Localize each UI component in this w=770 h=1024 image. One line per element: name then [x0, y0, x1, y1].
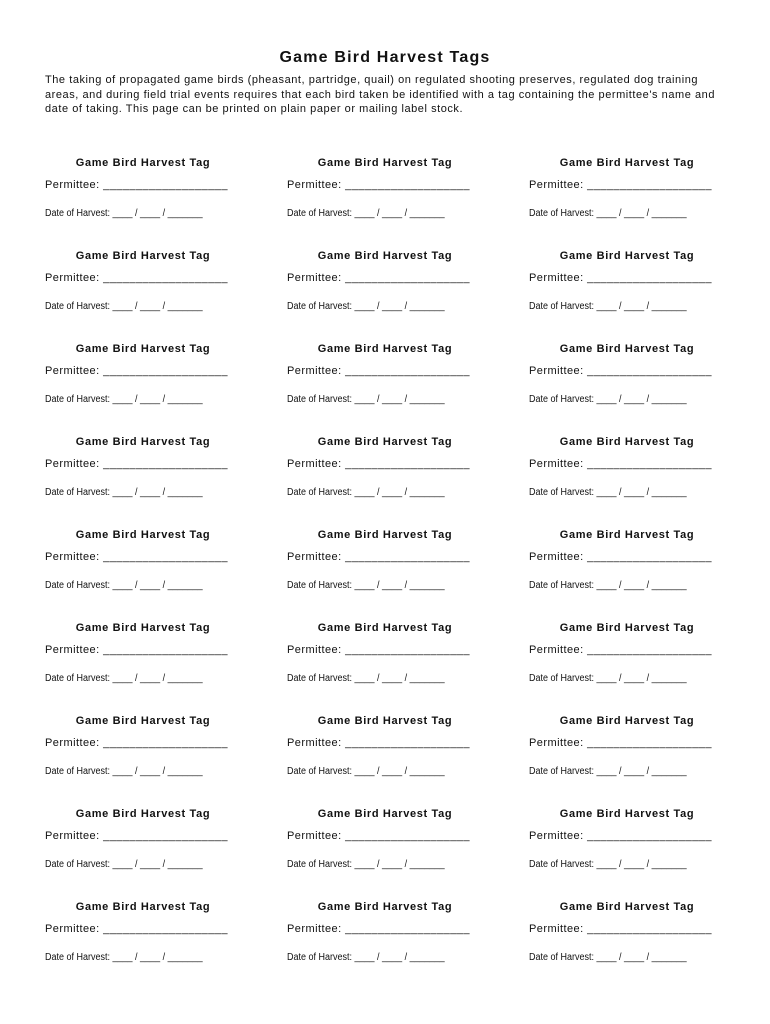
tag-title: Game Bird Harvest Tag [317, 901, 453, 913]
harvest-tag-grid [45, 155, 745, 992]
tag-title: Game Bird Harvest Tag [317, 436, 453, 448]
harvest-tag [529, 434, 745, 527]
date-of-harvest-field: Date of Harvest: ____ / ____ / _______ [529, 952, 687, 963]
permittee-field: Permittee: ___________________ [45, 737, 228, 749]
harvest-tag [529, 248, 745, 341]
permittee-field: Permittee: ___________________ [45, 923, 228, 935]
tag-title: Game Bird Harvest Tag [559, 901, 695, 913]
date-of-harvest-field: Date of Harvest: ____ / ____ / _______ [529, 580, 687, 591]
tag-title: Game Bird Harvest Tag [317, 250, 453, 262]
harvest-tag [45, 434, 287, 527]
date-of-harvest-field: Date of Harvest: ____ / ____ / _______ [45, 580, 203, 591]
tag-title: Game Bird Harvest Tag [75, 436, 211, 448]
tag-title: Game Bird Harvest Tag [559, 529, 695, 541]
tag-title: Game Bird Harvest Tag [75, 715, 211, 727]
tag-title: Game Bird Harvest Tag [317, 343, 453, 355]
harvest-tag [529, 806, 745, 899]
harvest-tag [45, 899, 287, 992]
permittee-field: Permittee: ___________________ [45, 644, 228, 656]
permittee-field: Permittee: ___________________ [287, 923, 470, 935]
tag-title: Game Bird Harvest Tag [75, 343, 211, 355]
permittee-field: Permittee: ___________________ [529, 272, 712, 284]
permittee-field: Permittee: ___________________ [287, 179, 470, 191]
permittee-field: Permittee: ___________________ [287, 272, 470, 284]
harvest-tag [529, 341, 745, 434]
permittee-field: Permittee: ___________________ [529, 923, 712, 935]
harvest-tag [529, 713, 745, 806]
date-of-harvest-field: Date of Harvest: ____ / ____ / _______ [287, 766, 445, 777]
permittee-field: Permittee: ___________________ [529, 737, 712, 749]
tag-title: Game Bird Harvest Tag [75, 250, 211, 262]
date-of-harvest-field: Date of Harvest: ____ / ____ / _______ [45, 301, 203, 312]
date-of-harvest-field: Date of Harvest: ____ / ____ / _______ [287, 394, 445, 405]
harvest-tag [287, 527, 529, 620]
permittee-field: Permittee: ___________________ [529, 551, 712, 563]
permittee-field: Permittee: ___________________ [529, 458, 712, 470]
harvest-tag [529, 527, 745, 620]
tag-title: Game Bird Harvest Tag [75, 529, 211, 541]
tag-title: Game Bird Harvest Tag [559, 157, 695, 169]
harvest-tag [529, 899, 745, 992]
permittee-field: Permittee: ___________________ [45, 458, 228, 470]
date-of-harvest-field: Date of Harvest: ____ / ____ / _______ [287, 301, 445, 312]
harvest-tag [45, 341, 287, 434]
permittee-field: Permittee: ___________________ [45, 272, 228, 284]
harvest-tag [45, 248, 287, 341]
date-of-harvest-field: Date of Harvest: ____ / ____ / _______ [45, 859, 203, 870]
permittee-field: Permittee: ___________________ [45, 551, 228, 563]
permittee-field: Permittee: ___________________ [287, 737, 470, 749]
tag-title: Game Bird Harvest Tag [317, 715, 453, 727]
permittee-field: Permittee: ___________________ [287, 830, 470, 842]
harvest-tag [45, 155, 287, 248]
permittee-field: Permittee: ___________________ [45, 365, 228, 377]
date-of-harvest-field: Date of Harvest: ____ / ____ / _______ [45, 952, 203, 963]
harvest-tag [287, 806, 529, 899]
harvest-tag [45, 713, 287, 806]
harvest-tag [45, 806, 287, 899]
date-of-harvest-field: Date of Harvest: ____ / ____ / _______ [529, 208, 687, 219]
harvest-tag [287, 248, 529, 341]
tag-title: Game Bird Harvest Tag [559, 715, 695, 727]
harvest-tag [45, 620, 287, 713]
tag-title: Game Bird Harvest Tag [559, 436, 695, 448]
tag-title: Game Bird Harvest Tag [317, 157, 453, 169]
intro-paragraph: The taking of propagated game birds (pheasant, partridge, quail) on regulated shooting preserves, regulated dog training areas, and during field trial events requires that each bird taken be identified with a tag containing the permittee's name and date of taking. This page can be printed on plain paper or mailing label stock. [45, 74, 715, 115]
tag-title: Game Bird Harvest Tag [317, 622, 453, 634]
tag-title: Game Bird Harvest Tag [559, 250, 695, 262]
permittee-field: Permittee: ___________________ [287, 551, 470, 563]
date-of-harvest-field: Date of Harvest: ____ / ____ / _______ [45, 394, 203, 405]
harvest-tag [287, 899, 529, 992]
harvest-tag [287, 620, 529, 713]
permittee-field: Permittee: ___________________ [287, 365, 470, 377]
date-of-harvest-field: Date of Harvest: ____ / ____ / _______ [45, 208, 203, 219]
harvest-tag [287, 341, 529, 434]
date-of-harvest-field: Date of Harvest: ____ / ____ / _______ [287, 208, 445, 219]
harvest-tag [45, 527, 287, 620]
permittee-field: Permittee: ___________________ [529, 644, 712, 656]
date-of-harvest-field: Date of Harvest: ____ / ____ / _______ [287, 580, 445, 591]
tag-title: Game Bird Harvest Tag [317, 808, 453, 820]
tag-title: Game Bird Harvest Tag [559, 622, 695, 634]
permittee-field: Permittee: ___________________ [45, 830, 228, 842]
harvest-tag [287, 713, 529, 806]
date-of-harvest-field: Date of Harvest: ____ / ____ / _______ [287, 673, 445, 684]
harvest-tag [529, 620, 745, 713]
tag-title: Game Bird Harvest Tag [75, 157, 211, 169]
date-of-harvest-field: Date of Harvest: ____ / ____ / _______ [45, 673, 203, 684]
date-of-harvest-field: Date of Harvest: ____ / ____ / _______ [529, 301, 687, 312]
date-of-harvest-field: Date of Harvest: ____ / ____ / _______ [287, 859, 445, 870]
date-of-harvest-field: Date of Harvest: ____ / ____ / _______ [287, 952, 445, 963]
date-of-harvest-field: Date of Harvest: ____ / ____ / _______ [529, 394, 687, 405]
date-of-harvest-field: Date of Harvest: ____ / ____ / _______ [287, 487, 445, 498]
harvest-tag [287, 434, 529, 527]
tag-title: Game Bird Harvest Tag [559, 343, 695, 355]
tag-title: Game Bird Harvest Tag [75, 901, 211, 913]
date-of-harvest-field: Date of Harvest: ____ / ____ / _______ [529, 766, 687, 777]
document-title: Game Bird Harvest Tags [279, 49, 491, 66]
date-of-harvest-field: Date of Harvest: ____ / ____ / _______ [529, 673, 687, 684]
tag-title: Game Bird Harvest Tag [75, 622, 211, 634]
permittee-field: Permittee: ___________________ [529, 365, 712, 377]
date-of-harvest-field: Date of Harvest: ____ / ____ / _______ [45, 766, 203, 777]
permittee-field: Permittee: ___________________ [529, 179, 712, 191]
permittee-field: Permittee: ___________________ [45, 179, 228, 191]
harvest-tag [287, 155, 529, 248]
date-of-harvest-field: Date of Harvest: ____ / ____ / _______ [529, 859, 687, 870]
date-of-harvest-field: Date of Harvest: ____ / ____ / _______ [529, 487, 687, 498]
tag-title: Game Bird Harvest Tag [75, 808, 211, 820]
tag-title: Game Bird Harvest Tag [559, 808, 695, 820]
permittee-field: Permittee: ___________________ [287, 644, 470, 656]
permittee-field: Permittee: ___________________ [287, 458, 470, 470]
date-of-harvest-field: Date of Harvest: ____ / ____ / _______ [45, 487, 203, 498]
harvest-tag [529, 155, 745, 248]
permittee-field: Permittee: ___________________ [529, 830, 712, 842]
tag-title: Game Bird Harvest Tag [317, 529, 453, 541]
